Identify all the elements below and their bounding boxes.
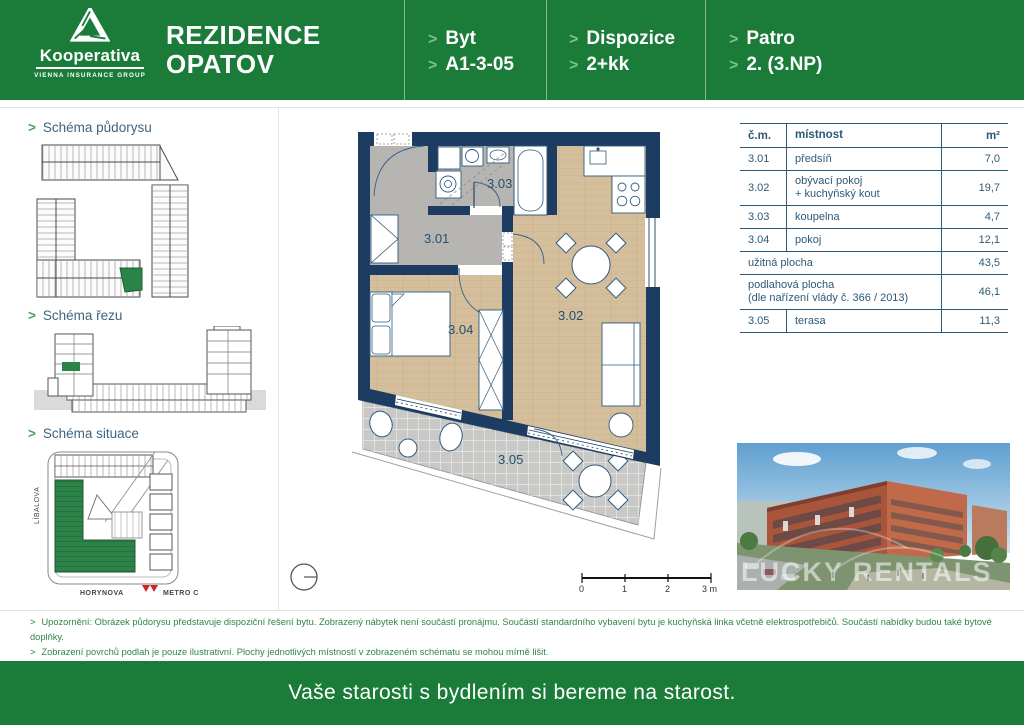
summary-label: užitná plocha — [748, 256, 813, 269]
divider-bottom — [0, 610, 1024, 611]
room-name: terasa — [795, 314, 826, 327]
bath-label: 3.03 — [487, 176, 513, 191]
table-row — [740, 171, 1008, 206]
terrace-label: 3.05 — [498, 452, 524, 467]
chevron-icon: > — [30, 617, 36, 627]
disclaimer — [30, 615, 1010, 660]
room-area: 4,7 — [941, 206, 1008, 228]
room-area: 7,0 — [941, 148, 1008, 170]
room-number: 3.04 — [740, 229, 787, 251]
site-right-blocks — [150, 474, 172, 570]
scale-3: 3 m — [702, 584, 718, 594]
scale-2: 2 — [665, 584, 671, 594]
bedroom-label: 3.04 — [448, 322, 474, 337]
header-separator — [404, 0, 405, 100]
layout-value: 2+kk — [586, 54, 630, 75]
table-summary-row — [740, 252, 1008, 275]
project-title — [166, 21, 321, 79]
kooperativa-triangle-icon — [70, 8, 110, 42]
chevron-icon: > — [28, 426, 36, 441]
left-tower — [48, 334, 93, 396]
disclaimer-line2: > Zobrazení povrchů podlah je pouze ilustrativní. Plochy jednotlivých místností v zobrazeném schématu se mohou mírně lišit. — [30, 647, 549, 657]
header-unit — [428, 26, 514, 78]
project-title-line1: REZIDENCE — [166, 20, 321, 50]
sidebar-label-section — [28, 308, 122, 323]
scale-0: 0 — [579, 584, 585, 594]
footer-bar — [0, 661, 1024, 725]
chevron-icon: > — [28, 120, 36, 135]
hall-label: 3.01 — [424, 231, 450, 246]
header-bar — [0, 0, 1024, 100]
chevron-icon: > — [30, 647, 36, 657]
room-number: 3.02 — [740, 171, 787, 205]
schema-floorplan-text: Schéma půdorysu — [42, 120, 152, 135]
watermark: LUCKY RENTALS — [741, 557, 993, 587]
wardrobe — [479, 310, 503, 410]
kooperativa-logo — [30, 8, 150, 79]
sidebar-divider — [278, 108, 279, 610]
summary-label: podlahová plocha (dle nařízení vlády č. 366 / 2013) — [748, 279, 909, 304]
chevron-icon: > — [569, 31, 579, 48]
sidebar-label-situation — [28, 426, 139, 441]
table-row — [740, 310, 1008, 333]
col-room-header: místnost — [795, 129, 843, 141]
room-table — [740, 123, 1008, 333]
metro-icon — [142, 585, 158, 592]
header-separator — [546, 0, 547, 100]
scale-1: 1 — [622, 584, 628, 594]
chevron-icon: > — [28, 308, 36, 323]
brand-group: VIENNA INSURANCE GROUP — [34, 72, 146, 79]
chevron-icon: > — [729, 57, 739, 74]
schema-section-text: Schéma řezu — [42, 308, 123, 323]
col-num-header: č.m. — [740, 124, 787, 147]
room-name: obývací pokoj + kuchyňský kout — [795, 175, 880, 200]
room-name: koupelna — [795, 210, 840, 223]
floorplan-drawing — [290, 115, 720, 607]
building-top-wing — [42, 145, 178, 180]
summary-area: 43,5 — [941, 252, 1008, 274]
schema-situation-text: Schéma situace — [42, 426, 139, 441]
room-name: pokoj — [795, 233, 822, 246]
chevron-icon: > — [428, 31, 438, 48]
disclaimer-line1: > Upozornění: Obrázek půdorysu představuje dispoziční řešení bytu. Zobrazený nábytek není součástí pronájmu. Součástí standardního vybavení bytu je kuchyňská linka včetně elektrospotřebičů. Součástí nabídky budou také bytové doplňky. — [30, 617, 992, 642]
table-header-row — [740, 124, 1008, 148]
col-area-header: m² — [941, 124, 1008, 147]
mini-section-schema — [28, 326, 273, 424]
room-number: 3.03 — [740, 206, 787, 228]
north-symbol — [291, 564, 317, 590]
room-area: 12,1 — [941, 229, 1008, 251]
room-area: 11,3 — [941, 310, 1008, 332]
layout-label: Dispozice — [586, 28, 676, 49]
mini-floorplan-schema — [28, 140, 273, 302]
summary-area: 46,1 — [941, 275, 1008, 309]
table-row — [740, 148, 1008, 171]
living-label: 3.02 — [558, 308, 584, 323]
floor-label: Patro — [746, 28, 795, 49]
bed — [370, 292, 450, 356]
header-layout — [569, 26, 675, 78]
chevron-icon: > — [428, 57, 438, 74]
divider-top — [0, 107, 1024, 108]
unit-value: A1-3-05 — [445, 54, 514, 75]
building-photo — [737, 443, 1010, 590]
room-number: 3.01 — [740, 148, 787, 170]
site-top-building — [55, 455, 153, 477]
footer-slogan: Vaše starosti s bydlením si bereme na starost. — [288, 681, 736, 704]
sidebar-label-floorplan — [28, 120, 152, 135]
parking-lot — [112, 512, 142, 538]
street-horynova: HORYNOVA — [80, 590, 124, 597]
unit-label: Byt — [445, 28, 476, 49]
highlighted-floor — [62, 362, 80, 371]
street-libalova: LÍBALOVA — [34, 486, 41, 524]
floor-value: 2. (3.NP) — [746, 54, 823, 75]
chevron-icon: > — [729, 31, 739, 48]
hall-furniture — [371, 215, 398, 263]
logo-rule — [36, 67, 144, 69]
header-separator — [705, 0, 706, 100]
room-name: předsíň — [795, 152, 832, 165]
header-floor — [729, 26, 822, 78]
table-row — [740, 229, 1008, 252]
chevron-icon: > — [569, 57, 579, 74]
scale-bar — [579, 573, 717, 594]
room-number: 3.05 — [740, 310, 787, 332]
table-summary-row — [740, 275, 1008, 310]
metro-label: METRO C — [163, 590, 199, 597]
room-area: 19,7 — [941, 171, 1008, 205]
right-tower — [207, 326, 251, 394]
building-right-wing — [152, 185, 188, 297]
project-title-line2: OPATOV — [166, 49, 275, 79]
brand-name: Kooperativa — [39, 46, 141, 65]
table-row — [740, 206, 1008, 229]
mini-situation-schema — [28, 444, 243, 604]
